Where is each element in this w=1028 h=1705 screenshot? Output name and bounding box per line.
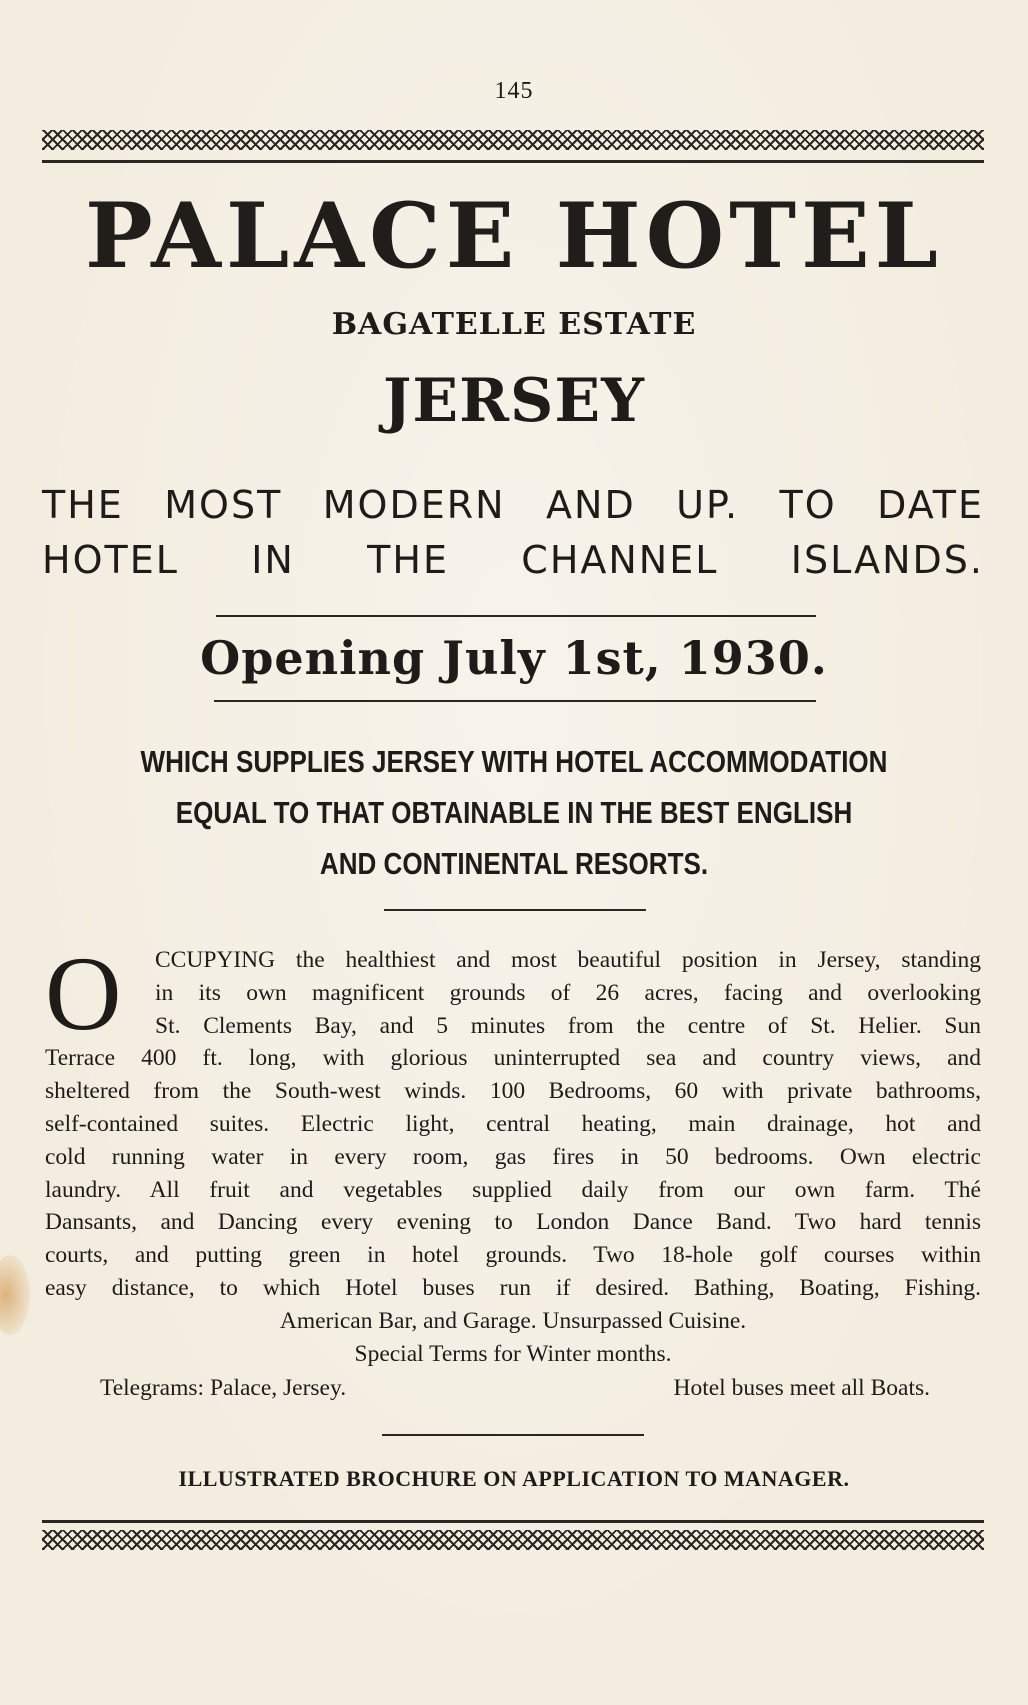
- description-line: cold running water in every room, gas fires in 50 bedrooms. Own electric: [45, 1143, 981, 1170]
- tagline-line-2: HOTEL IN THE CHANNEL ISLANDS.: [42, 538, 984, 582]
- telegram-address: Telegrams: Palace, Jersey.: [100, 1375, 347, 1401]
- statement-line: AND CONTINENTAL RESORTS.: [319, 846, 709, 881]
- hotel-description: [45, 935, 981, 1370]
- contact-row: [100, 1375, 930, 1402]
- opening-date: Opening July 1st, 1930.: [200, 631, 828, 685]
- bus-service-note: Hotel buses meet all Boats.: [673, 1375, 930, 1401]
- top-border-rule: [42, 160, 984, 163]
- page-number: 145: [494, 78, 534, 104]
- estate-name: BAGATELLE ESTATE: [331, 307, 697, 342]
- accommodation-statement: [82, 736, 946, 889]
- description-line: Dansants, and Dancing every evening to London Dance Band. Two hard tennis: [45, 1209, 981, 1236]
- description-line: sheltered from the South-west winds. 100 Bedrooms, 60 with private bathrooms,: [45, 1078, 981, 1105]
- special-terms-line: Special Terms for Winter months.: [354, 1340, 672, 1367]
- hotel-name: PALACE HOTEL: [85, 183, 943, 289]
- bottom-ornamental-border: [42, 1530, 984, 1550]
- section-divider: [384, 909, 646, 911]
- description-line: courts, and putting green in hotel grounds. Two 18-hole golf courses within: [45, 1242, 981, 1269]
- description-line: easy distance, to which Hotel buses run if desired. Bathing, Boating, Fishing.: [45, 1274, 981, 1301]
- statement-line: EQUAL TO THAT OBTAINABLE IN THE BEST ENGLISH: [175, 795, 853, 830]
- description-line: in its own magnificent grounds of 26 acres, facing and overlooking: [155, 979, 981, 1006]
- description-line: St. Clements Bay, and 5 minutes from the centre of St. Helier. Sun: [155, 1012, 981, 1039]
- brochure-notice: ILLUSTRATED BROCHURE ON APPLICATION TO MANAGER.: [178, 1466, 850, 1491]
- bottom-border-rule: [42, 1520, 984, 1523]
- statement-line: WHICH SUPPLIES JERSEY WITH HOTEL ACCOMMODATION: [140, 744, 888, 779]
- brochure-divider: [382, 1434, 644, 1436]
- amenities-line: American Bar, and Garage. Unsurpassed Cuisine.: [279, 1307, 747, 1334]
- description-line: CCUPYING the healthiest and most beautiful position in Jersey, standing: [155, 947, 981, 973]
- location-name: JERSEY: [383, 366, 645, 436]
- description-line: self-contained suites. Electric light, central heating, main drainage, hot and: [45, 1110, 981, 1137]
- opening-bottom-rule: [214, 700, 816, 702]
- paper-stain: [0, 1255, 30, 1335]
- drop-cap-letter: O: [45, 935, 122, 1052]
- top-ornamental-border: [42, 130, 984, 150]
- description-line: Terrace 400 ft. long, with glorious uninterrupted sea and country views, and: [45, 1045, 981, 1072]
- opening-top-rule: [216, 615, 816, 617]
- description-line: laundry. All fruit and vegetables supplied daily from our own farm. Thé: [45, 1176, 981, 1203]
- tagline-line-1: THE MOST MODERN AND UP. TO DATE: [42, 483, 984, 527]
